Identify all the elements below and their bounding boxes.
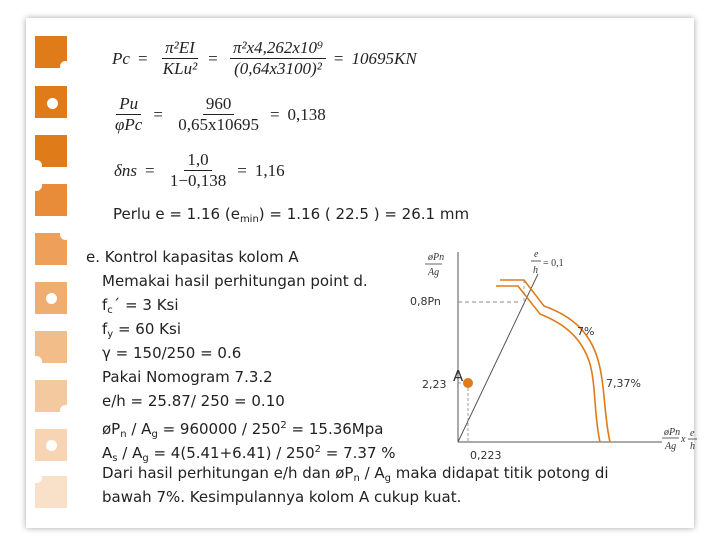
label-7pct: 7% (577, 325, 595, 338)
eh-den: h (533, 265, 538, 276)
section-e-heading: e. Kontrol kapasitas kolom A (86, 248, 299, 266)
y-axis-den: Ag (428, 267, 440, 278)
x-axis-mult: x (681, 434, 686, 445)
perlu-suffix: ) = 1.16 ( 22.5 ) = 26.1 mm (258, 205, 470, 223)
as-sub2: g (142, 453, 149, 464)
label-08pn: 0,8Pn (410, 295, 441, 308)
label-x-value: 0,223 (470, 449, 502, 462)
formula-pu: $\frac{Pu}{\text{φPc}}$ = $\frac{960}{0,65x10695}$ = 0,138 (108, 94, 330, 135)
phipn-pre: øP (102, 420, 121, 438)
phipn-sub1: n (120, 429, 127, 440)
pu-frac-2 (175, 94, 262, 135)
pu-den-1: φPc (115, 115, 143, 134)
curve-737pct (500, 280, 610, 442)
eh-value: = 0,1 (543, 258, 564, 269)
eh-line (458, 274, 538, 442)
label-737pct: 7,37% (606, 377, 641, 390)
square-4 (35, 184, 67, 216)
fy-sub: y (107, 329, 114, 340)
square-7 (35, 331, 67, 363)
square-9 (35, 429, 67, 461)
delta-num: 1,0 (184, 150, 211, 171)
x-axis-num: øPn (664, 427, 681, 438)
perlu-prefix: Perlu e = 1.16 (e (113, 205, 240, 223)
as-sup: 2 (314, 444, 322, 455)
pc-lhs: Pc (112, 48, 130, 68)
perlu-sub: min (239, 214, 259, 225)
x-axis-h: h (690, 441, 695, 452)
x-axis-e: e (690, 428, 695, 439)
fc-post: ´ = 3 Ksi (112, 296, 179, 314)
pu-num-2: 960 (203, 94, 235, 115)
square-6 (35, 282, 67, 314)
formula-pc: Pc = $\frac{\text{π²EI}}{\text{KLu²}}$ = $\frac{\text{π²x4,262x10⁹}}{\text{(0,64x3100)²}}$ = 10695KN (112, 38, 417, 78)
point-a-marker (463, 378, 473, 388)
square-1 (35, 36, 67, 68)
conc1-mid: / A (359, 464, 385, 482)
label-point-a: A (453, 367, 464, 385)
perlu-line (113, 203, 469, 232)
phipn-post: = 960000 / 250 (157, 420, 281, 438)
formula-delta: δns = $\frac{1,0}{1-0,138}$ = 1,16 (114, 150, 285, 190)
pc-frac-1 (160, 38, 200, 79)
square-8 (35, 380, 67, 412)
curve-7pct (496, 286, 600, 442)
phipn-end: = 15.36Mpa (286, 420, 384, 438)
pu-frac-1 (112, 94, 145, 135)
pu-num-1: Pu (116, 94, 141, 115)
fc-pre: f (102, 296, 108, 314)
pc-den-2: (0,64x3100)² (234, 59, 322, 78)
line-nomogram: Pakai Nomogram 7.3.2 (102, 368, 273, 386)
x-axis-den: Ag (665, 441, 677, 452)
line-eh: e/h = 25.87/ 250 = 0.10 (102, 392, 285, 410)
as-post: = 4(5.41+6.41) / 250 (148, 444, 315, 462)
delta-result: 1,16 (254, 160, 285, 180)
as-end: = 7.37 % (321, 444, 396, 462)
as-pre: A (102, 444, 113, 462)
conc1-pre: Dari hasil perhitungan e/h dan øP (102, 464, 354, 482)
square-5 (35, 233, 67, 265)
label-y-value: 2,23 (422, 378, 447, 391)
decorative-squares (35, 36, 69, 506)
pc-frac-2 (230, 38, 326, 79)
fy-post: = 60 Ksi (113, 320, 181, 338)
fy-pre: f (102, 320, 108, 338)
pu-result: 0,138 (287, 104, 326, 124)
phipn-mid: / A (126, 420, 152, 438)
fc-sub: c (107, 305, 113, 316)
delta-lhs: δns (114, 160, 138, 180)
phipn-sup: 2 (280, 420, 287, 431)
pc-num-1: π²EI (162, 38, 198, 59)
pu-den-2: 0,65x10695 (178, 115, 259, 134)
as-mid: / A (117, 444, 143, 462)
square-10 (35, 476, 67, 508)
conc1-sub2: g (384, 473, 392, 484)
square-3 (35, 135, 67, 167)
delta-den: 1−0,138 (169, 171, 227, 190)
pc-result: 10695KN (351, 48, 417, 68)
interaction-diagram (400, 246, 700, 466)
phipn-sub2: g (151, 429, 158, 440)
conc1-post: maka didapat titik potong di (391, 464, 609, 482)
eh-num: e (534, 249, 539, 260)
conc1-sub1: n (353, 473, 360, 484)
line-conclusion-2: bawah 7%. Kesimpulannya kolom A cukup kuat. (102, 488, 462, 506)
delta-frac (167, 150, 229, 191)
as-sub1: s (112, 453, 118, 464)
line-point-d: Memakai hasil perhitungan point d. (102, 272, 368, 290)
pc-den-1: KLu² (162, 59, 198, 78)
square-2 (35, 86, 67, 118)
line-gamma: γ = 150/250 = 0.6 (102, 344, 242, 362)
y-axis-num: øPn (428, 252, 445, 263)
pc-num-2: π²x4,262x10⁹ (230, 38, 326, 59)
